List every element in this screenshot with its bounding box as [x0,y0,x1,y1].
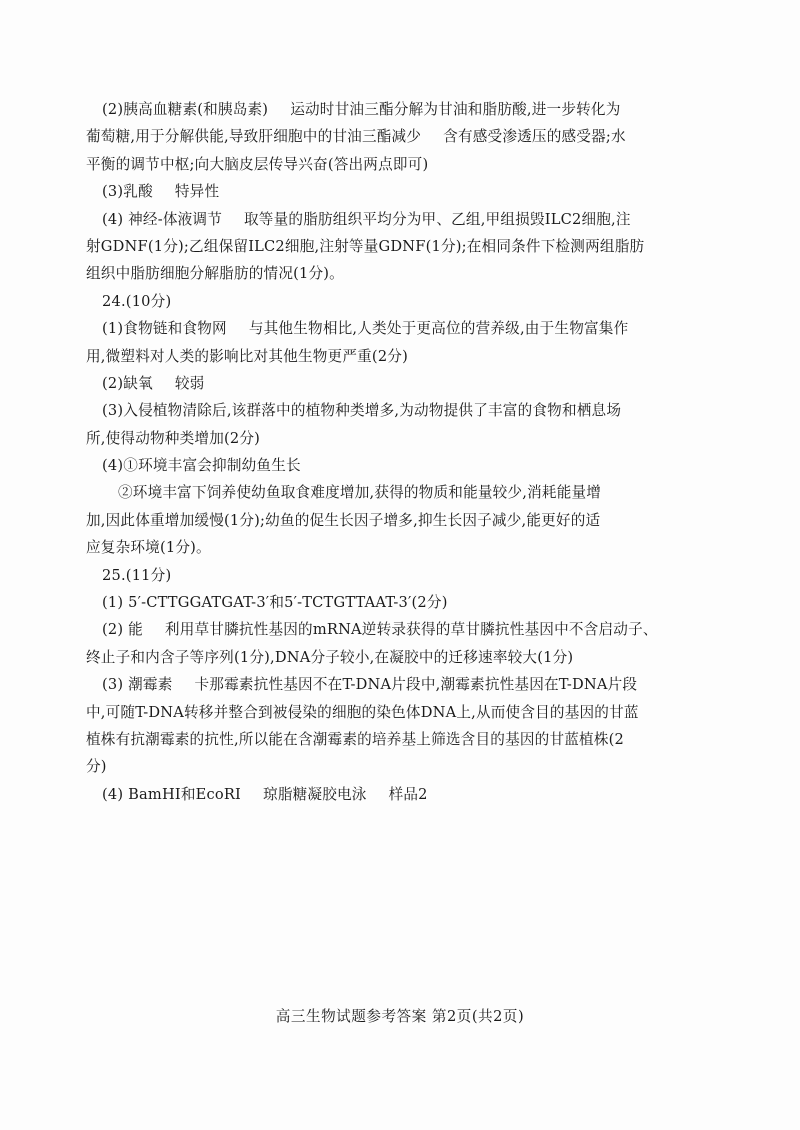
answer-segment: (2) 能 [102,621,143,639]
answer-segment: 用,微塑料对人类的影响比对其他生物更严重(2分) [86,347,408,365]
answer-segment: 25.(11分) [102,566,172,584]
answer-segment: 卡那霉素抗性基因不在T-DNA片段中,潮霉素抗性基因在T-DNA片段 [194,676,638,694]
answer-segment: 中,可随T-DNA转移并整合到被侵染的细胞的染色体DNA上,从而使含目的基因的甘蓝 [86,703,639,721]
answer-line [86,343,666,370]
answer-line [86,589,666,616]
answer-line [86,288,666,315]
answer-segment: 运动时甘油三酯分解为甘油和脂肪酸,进一步转化为 [290,101,621,118]
answer-segment: 较弱 [174,374,205,392]
answer-segment: 射GDNF(1分);乙组保留ILC2细胞,注射等量GDNF(1分);在相同条件下检测两组脂肪 [86,237,645,255]
answer-line [86,534,666,561]
answer-segment: 特异性 [174,183,220,201]
answer-segment: 利用草甘膦抗性基因的mRNA逆转录获得的草甘膦抗性基因中不含启动子、 [164,621,658,639]
answer-line [86,479,666,506]
answer-segment: (1) 5′-CTTGGATGAT-3′和5′-TCTGTTAAT-3′(2分) [102,594,448,612]
answer-line [86,699,666,726]
answer-segment: 植株有抗潮霉素的抗性,所以能在含潮霉素的培养基上筛选含目的基因的甘蓝植株(2 [86,730,625,748]
answer-line [86,96,666,123]
answer-segment: (4)①环境丰富会抑制幼鱼生长 [102,457,301,475]
answer-line [86,123,666,150]
answer-segment: 24.(10分) [102,292,172,310]
answer-line [86,781,666,808]
answer-line [86,370,666,397]
answer-line [86,726,666,753]
answer-segment: (2)胰高血糖素(和胰岛素) [102,101,269,118]
answer-segment: (3)入侵植物清除后,该群落中的植物种类增多,为动物提供了丰富的食物和栖息场 [102,402,622,420]
answer-line [86,452,666,479]
answer-line [86,562,666,589]
answer-segment: (4) 神经-体液调节 [102,210,223,228]
answer-line [86,507,666,534]
answer-line [86,425,666,452]
answer-segment: 含有感受渗透压的感受器;水 [443,128,626,146]
answer-line [86,151,666,178]
answer-segment: 平衡的调节中枢;向大脑皮层传导兴奋(答出两点即可) [86,155,429,173]
answer-segment: (2)缺氧 [102,374,153,392]
answer-line [86,178,666,205]
answer-segment: 终止子和内含子等序列(1分),DNA分子较小,在凝胶中的迁移速率较大(1分) [86,648,574,666]
answer-line [86,315,666,342]
answer-segment: 组织中脂肪细胞分解脂肪的情况(1分)。 [86,265,344,283]
answer-segment: 应复杂环境(1分)。 [86,539,211,557]
answer-segment: 葡萄糖,用于分解供能,导致肝细胞中的甘油三酯减少 [86,128,422,146]
answer-segment: 加,因此体重增加缓慢(1分);幼鱼的促生长因子增多,抑生长因子减少,能更好的适 [86,511,601,529]
answer-segment: (4) BamHI和EcoRI [102,785,242,803]
answer-line [86,233,666,260]
answer-line [86,260,666,287]
answer-segment: 分) [86,758,107,776]
answer-line [86,644,666,671]
answer-segment: 与其他生物相比,人类处于更高位的营养级,由于生物富集作 [248,320,629,338]
answer-segment: 琼脂糖凝胶电泳 [263,785,367,803]
answer-line [86,753,666,780]
answer-segment: (3) 潮霉素 [102,676,173,694]
answer-segment: (3)乳酸 [102,183,153,201]
answer-line [86,206,666,233]
answer-segment: (1)食物链和食物网 [102,320,227,338]
answer-line [86,671,666,698]
answer-line [86,397,666,424]
answer-text-block [86,96,666,808]
answer-segment: 取等量的脂肪组织平均分为甲、乙组,甲组损毁ILC2细胞,注 [244,210,631,228]
answer-segment: 样品2 [388,785,428,803]
answer-line [86,616,666,643]
page-footer: 高三生物试题参考答案 第2页(共2页) [275,1008,525,1025]
answer-segment: ②环境丰富下饲养使幼鱼取食难度增加,获得的物质和能量较少,消耗能量增 [118,484,602,502]
answer-segment: 所,使得动物种类增加(2分) [86,429,261,447]
